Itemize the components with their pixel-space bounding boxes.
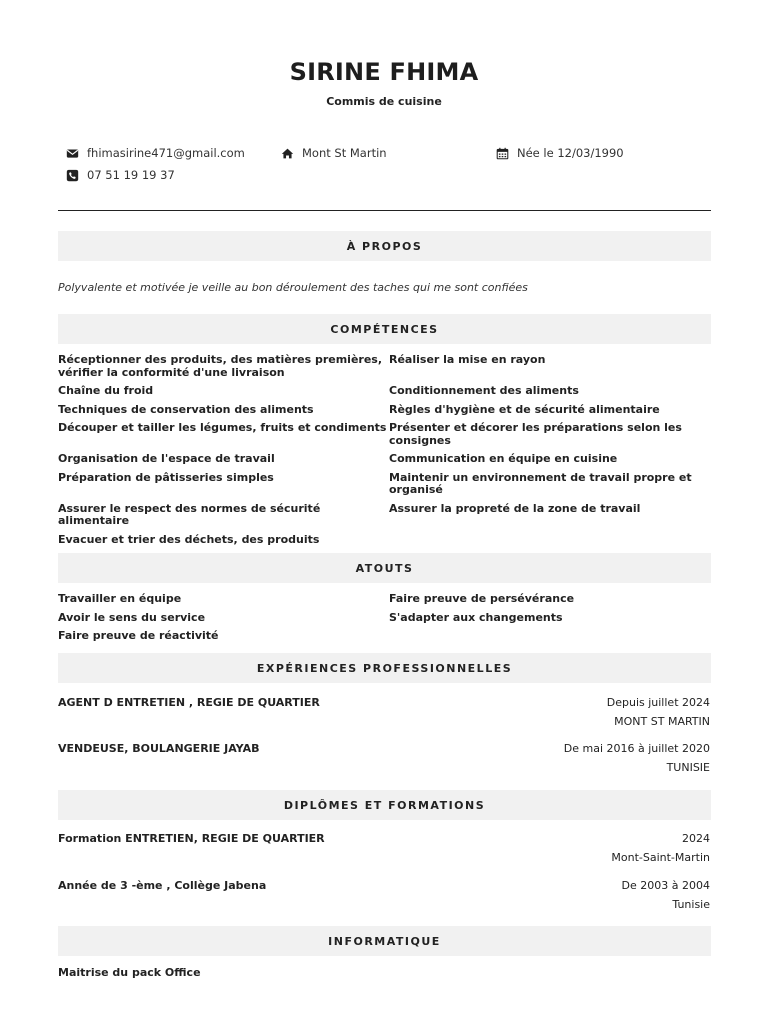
experience-date: De mai 2016 à juillet 2020: [563, 742, 710, 755]
experience-place: TUNISIE: [666, 761, 710, 774]
education-title: Formation ENTRETIEN, REGIE DE QUARTIER: [58, 832, 325, 845]
skill-item: Evacuer et trier des déchets, des produits: [58, 532, 320, 546]
education-date: De 2003 à 2004: [621, 879, 710, 892]
section-assets-header: ATOUTS: [58, 553, 711, 583]
skill-item: Organisation de l'espace de travail: [58, 452, 275, 465]
contact-phone[interactable]: [66, 168, 175, 182]
asset-item: [389, 630, 711, 649]
skill-item: Chaîne du froid: [58, 384, 154, 397]
city-text: Mont St Martin: [302, 146, 387, 160]
section-skills-header: COMPÉTENCES: [58, 314, 711, 344]
phone-text: 07 51 19 19 37: [87, 168, 175, 182]
contact-birth: [496, 146, 624, 160]
it-skill: Maitrise du pack Office: [58, 966, 201, 979]
skill-item: Préparation de pâtisseries simples: [58, 470, 274, 484]
skill-item: Assurer le respect des normes de sécurité alimentaire: [58, 501, 321, 527]
section-education-header: DIPLÔMES ET FORMATIONS: [58, 790, 711, 820]
skill-item: Conditionnement des aliments: [389, 384, 579, 397]
email-text: fhimasirine471@gmail.com: [87, 146, 245, 160]
contact-city: [281, 146, 387, 160]
skills-list: [58, 354, 711, 552]
experience-title: VENDEUSE, BOULANGERIE JAYAB: [58, 742, 260, 755]
header-divider: [58, 210, 711, 211]
asset-item: S'adapter aux changements: [389, 610, 563, 624]
skill-item: Assurer la propreté de la zone de travail: [389, 501, 641, 515]
section-it-header: INFORMATIQUE: [58, 926, 711, 956]
education-date: 2024: [682, 832, 710, 845]
asset-item: Faire preuve de persévérance: [389, 592, 575, 605]
envelope-icon: [66, 147, 79, 160]
asset-item: Travailler en équipe: [58, 592, 182, 605]
education-place: Mont-Saint-Martin: [611, 851, 710, 864]
skill-item: Découper et tailler les légumes, fruits et condiments: [58, 421, 387, 434]
skill-item: [389, 534, 711, 553]
education-title: Année de 3 -ème , Collège Jabena: [58, 879, 267, 892]
skill-item: Techniques de conservation des aliments: [58, 402, 314, 416]
experience-title: AGENT D ENTRETIEN , REGIE DE QUARTIER: [58, 696, 320, 709]
contact-email[interactable]: [66, 146, 245, 160]
education-place: Tunisie: [672, 898, 710, 911]
skill-item: Réceptionner des produits, des matières premières, vérifier la conformité d'une livraison: [58, 353, 383, 379]
experience-place: MONT ST MARTIN: [614, 715, 710, 728]
skill-item: Maintenir un environnement de travail propre et organisé: [389, 470, 692, 496]
experience-date: Depuis juillet 2024: [606, 696, 710, 709]
section-experience-header: EXPÉRIENCES PROFESSIONNELLES: [58, 653, 711, 683]
about-text: Polyvalente et motivée je veille au bon déroulement des taches qui me sont confiées: [58, 281, 528, 294]
job-title: Commis de cuisine: [326, 95, 442, 108]
skill-item: Présenter et décorer les préparations selon les consignes: [389, 421, 682, 447]
birth-text: Née le 12/03/1990: [517, 146, 624, 160]
skill-item: Réaliser la mise en rayon: [389, 353, 546, 366]
candidate-name: SIRINE FHIMA: [289, 58, 479, 86]
asset-item: Avoir le sens du service: [58, 610, 206, 624]
asset-item: Faire preuve de réactivité: [58, 629, 219, 642]
skill-item: Communication en équipe en cuisine: [389, 452, 618, 465]
section-about-header: À PROPOS: [58, 231, 711, 261]
home-icon: [281, 147, 294, 160]
assets-list: [58, 593, 711, 649]
skill-item: Règles d'hygiène et de sécurité alimentaire: [389, 402, 660, 416]
phone-icon: [66, 169, 79, 182]
calendar-icon: [496, 147, 509, 160]
